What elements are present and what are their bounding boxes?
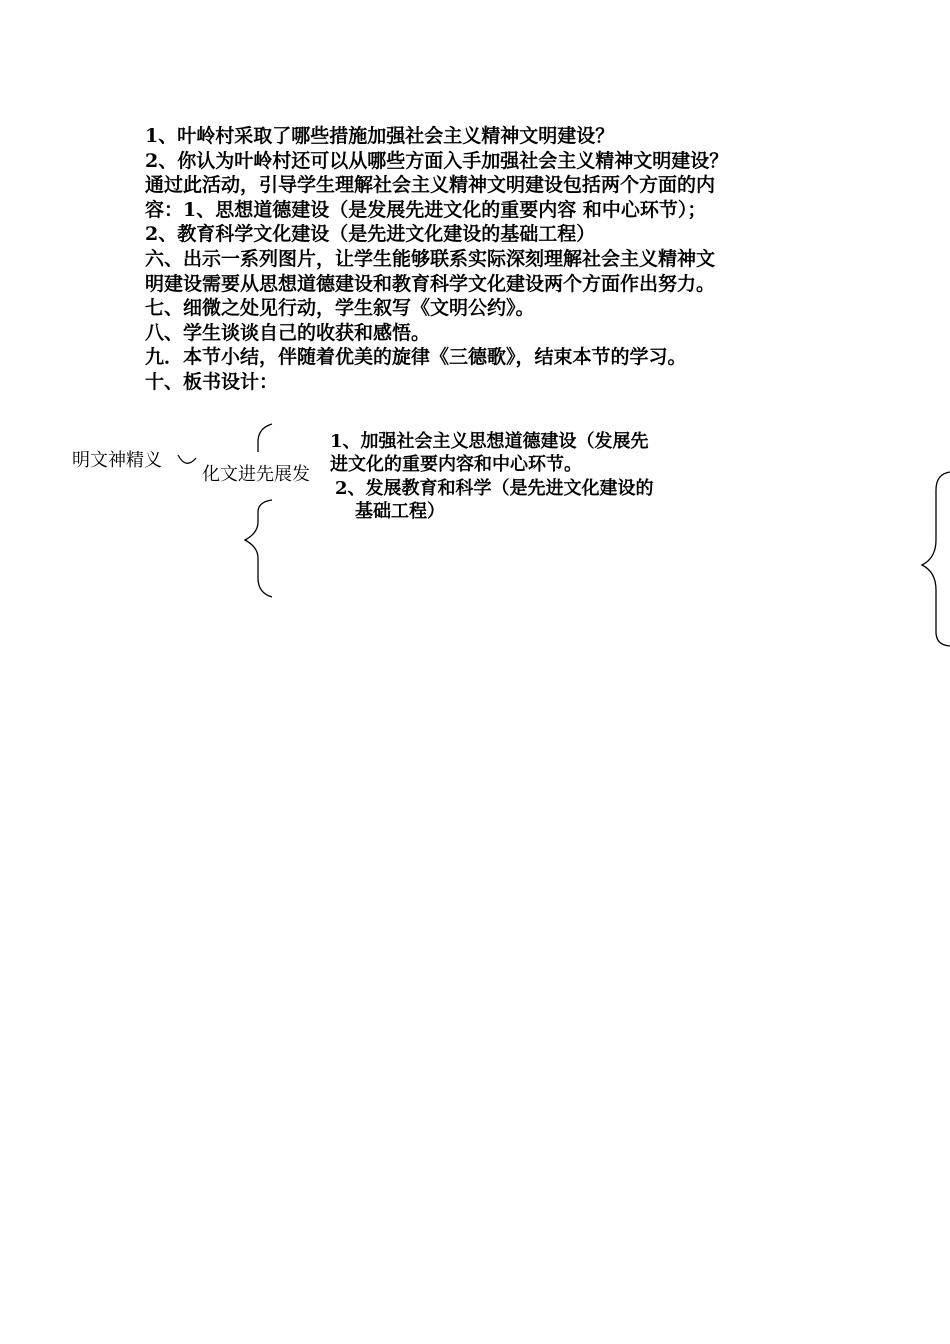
board-item-2-line-1: 2、发展教育和科学（是先进文化建设的 bbox=[335, 478, 654, 499]
text-line-8: 七、细微之处见行动，学生叙写《文明公约》。 bbox=[145, 297, 535, 320]
text-line-4: 容：1、思想道德建设（是发展先进文化的重要内容 和中心环节）； bbox=[145, 198, 707, 221]
text-line-3: 通过此活动，引导学生理解社会主义精神文明建设包括两个方面的内 bbox=[145, 174, 716, 197]
board-branch-label: 化文进先展发 bbox=[202, 464, 310, 485]
text-line-6: 六、出示一系列图片，让学生能够联系实际深刻理解社会主义精神文 bbox=[145, 247, 716, 270]
board-root-label: 明文神精义 bbox=[72, 450, 162, 471]
connector-curve-icon bbox=[178, 455, 196, 463]
board-item-1 bbox=[330, 430, 649, 476]
text-line-10: 九．本节小结，伴随着优美的旋律《三德歌》，结束本节的学习。 bbox=[145, 346, 687, 369]
small-bracket-icon bbox=[258, 424, 272, 452]
text-line-7: 明建设需要从思想道德建设和教育科学文化建设两个方面作出努力。 bbox=[145, 272, 716, 295]
text-line-11: 十、板书设计： bbox=[145, 370, 279, 393]
text-line-5: 2、教育科学文化建设（是先进文化建设的基础工程） bbox=[145, 223, 596, 246]
text-line-1: 1、叶岭村采取了哪些措施加强社会主义精神文明建设？ bbox=[145, 125, 615, 147]
text-line-2: 2、你认为叶岭村还可以从哪些方面入手加强社会主义精神文明建设？ bbox=[145, 149, 729, 172]
board-item-1-line-1: 1、加强社会主义思想道德建设（发展先 bbox=[330, 431, 649, 452]
lesson-text bbox=[145, 124, 835, 395]
right-brace-icon bbox=[922, 472, 950, 646]
board-item-2-line-2: 基础工程） bbox=[355, 501, 445, 522]
left-brace-icon bbox=[245, 500, 272, 597]
board-item-2 bbox=[335, 477, 654, 523]
board-item-1-line-2: 进文化的重要内容和中心环节。 bbox=[330, 454, 582, 475]
text-line-9: 八、学生谈谈自己的收获和感悟。 bbox=[145, 321, 431, 344]
